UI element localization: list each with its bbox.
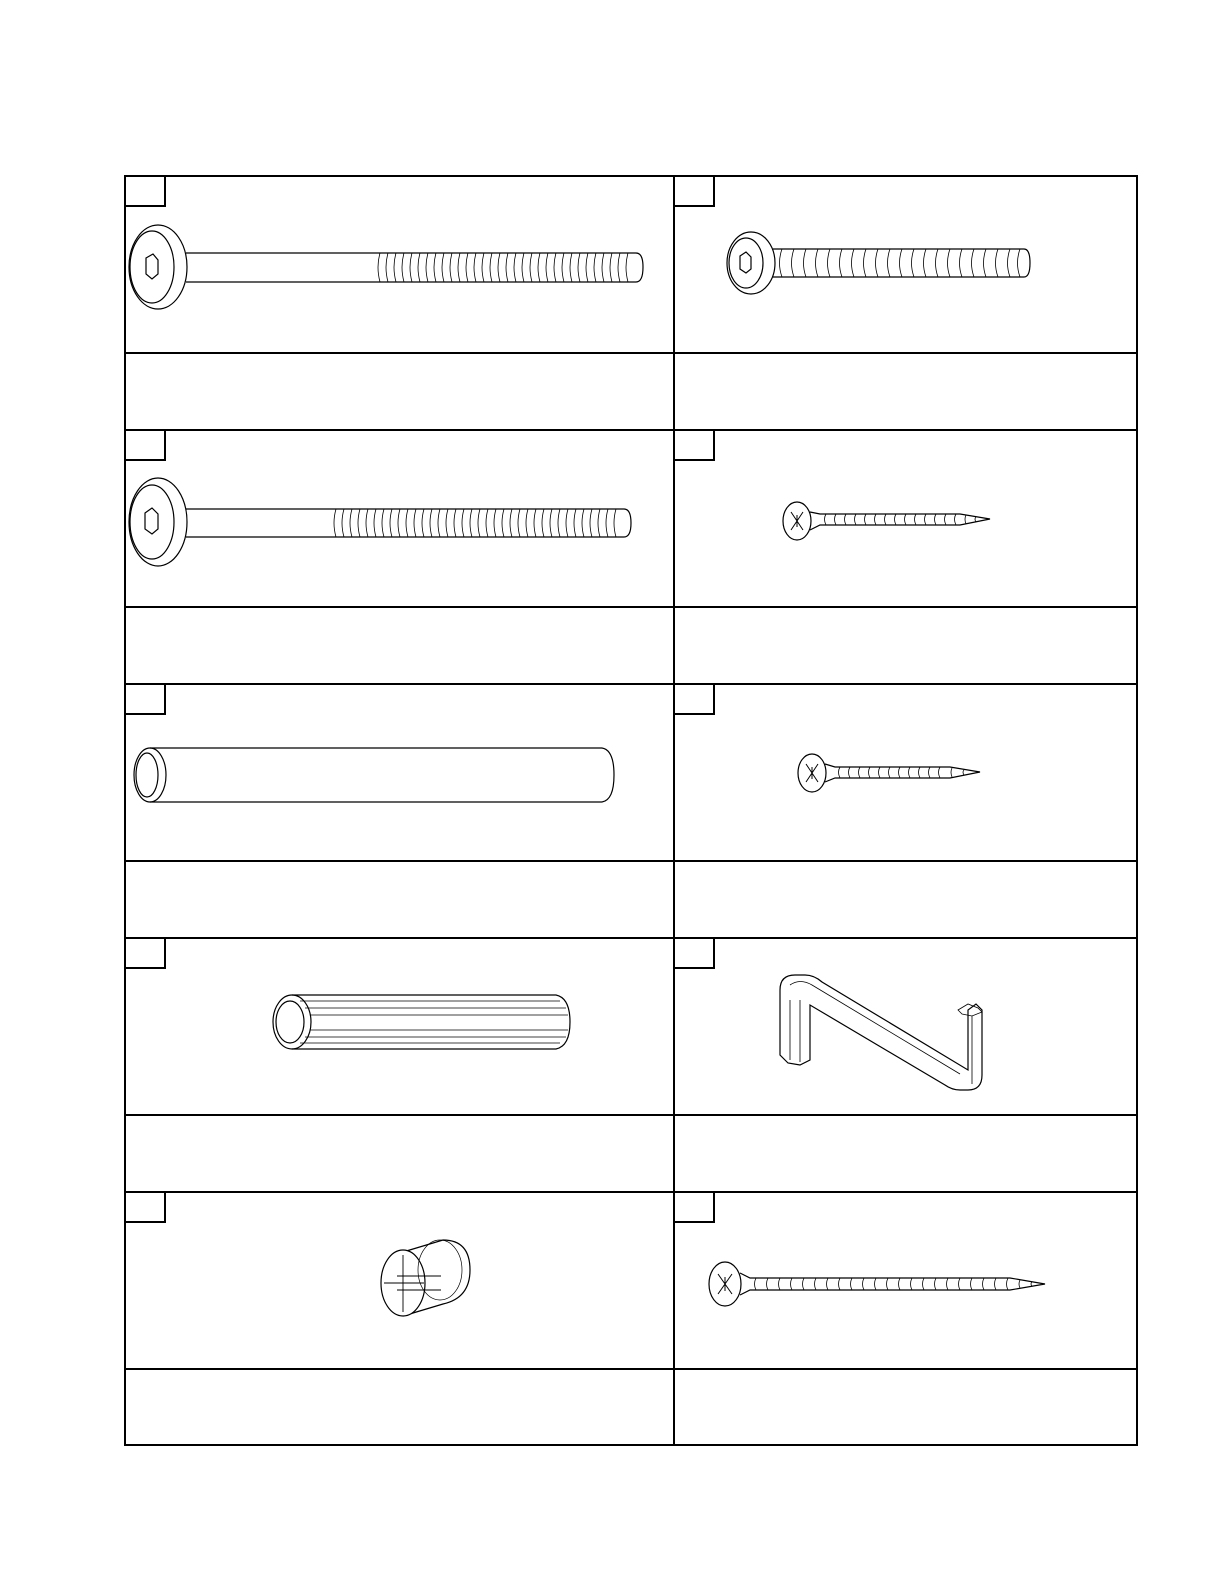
metal-pin-rod-icon [134,748,614,802]
barrel-nut-icon [381,1240,470,1316]
hex-socket-bolt-short-icon [727,232,1030,294]
wooden-dowel-icon [273,995,570,1049]
phillips-wood-screw-icon [783,502,990,540]
phillips-wood-screw-long-icon [709,1262,1045,1306]
joint-connector-bolt-icon [129,478,631,566]
joint-connector-bolt-long-icon [129,225,643,309]
allen-key-icon [780,975,982,1090]
phillips-wood-screw-small-icon [798,754,980,792]
